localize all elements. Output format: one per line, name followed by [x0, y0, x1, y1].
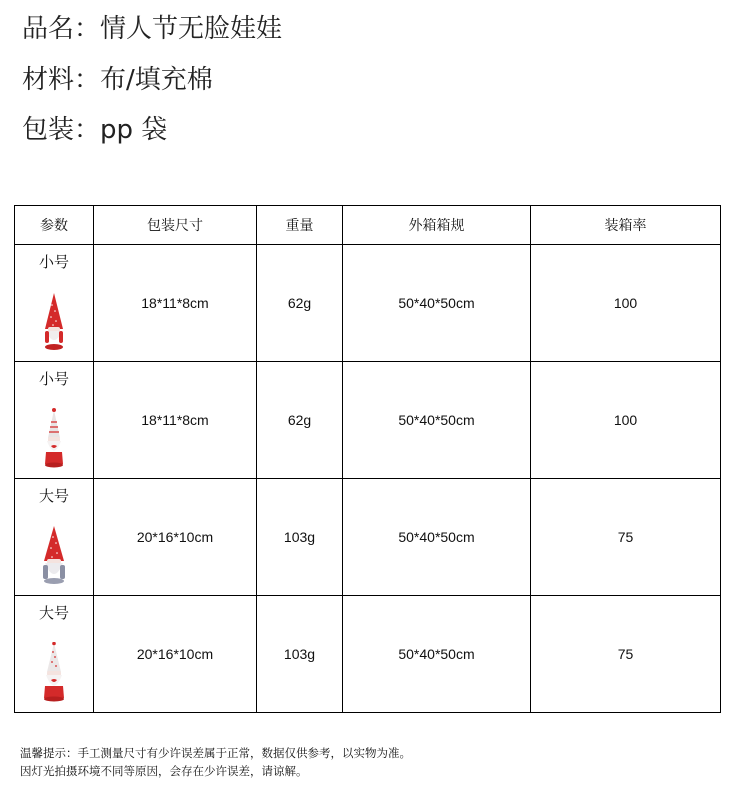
- gnome-white-large-image: [40, 642, 68, 702]
- table-header-row: [15, 206, 721, 245]
- qty-cell: 75: [531, 479, 721, 596]
- material-value: 布/填充棉: [100, 65, 213, 95]
- spec-table: [14, 205, 721, 713]
- weight-cell: 103g: [257, 596, 343, 713]
- weight-cell: 62g: [257, 362, 343, 479]
- header-package-size: 包装尺寸: [94, 206, 257, 245]
- carton-cell: 50*40*50cm: [343, 596, 531, 713]
- size-cell: [15, 596, 94, 713]
- product-name-label: 品名：: [22, 14, 101, 44]
- table-row: [15, 362, 721, 479]
- carton-cell: 50*40*50cm: [343, 479, 531, 596]
- product-name-line: [22, 14, 282, 44]
- header-packing-qty: 装箱率: [531, 206, 721, 245]
- header-weight: 重量: [257, 206, 343, 245]
- size-cell: [15, 362, 94, 479]
- dimensions-cell: 20*16*10cm: [94, 479, 257, 596]
- size-label: 大号: [38, 488, 69, 505]
- header-params: 参数: [15, 206, 94, 245]
- packaging-label: 包装：: [22, 115, 101, 145]
- note-line-1: 温馨提示：手工测量尺寸有少许误差属于正常，数据仅供参考，以实物为准。: [20, 746, 411, 760]
- size-label: 小号: [38, 254, 69, 271]
- table-row: [15, 245, 721, 362]
- qty-cell: 75: [531, 596, 721, 713]
- packaging-line: [22, 115, 167, 145]
- material-line: [22, 65, 213, 95]
- dimensions-cell: 20*16*10cm: [94, 596, 257, 713]
- product-name-value: 情人节无脸娃娃: [100, 14, 283, 44]
- header-carton-spec: 外箱箱规: [343, 206, 531, 245]
- weight-cell: 62g: [257, 245, 343, 362]
- note-line-2: 因灯光拍摄环境不同等原因，会存在少许误差，请谅解。: [20, 764, 308, 778]
- table-row: [15, 596, 721, 713]
- qty-cell: 100: [531, 245, 721, 362]
- carton-cell: 50*40*50cm: [343, 362, 531, 479]
- carton-cell: 50*40*50cm: [343, 245, 531, 362]
- dimensions-cell: 18*11*8cm: [94, 362, 257, 479]
- size-cell: [15, 479, 94, 596]
- dimensions-cell: 18*11*8cm: [94, 245, 257, 362]
- gnome-red-dotted-large-image: [40, 525, 68, 585]
- packaging-value: pp 袋: [100, 115, 168, 145]
- weight-cell: 103g: [257, 479, 343, 596]
- size-cell: [15, 245, 94, 362]
- table-row: [15, 479, 721, 596]
- size-label: 小号: [38, 371, 69, 388]
- size-label: 大号: [38, 605, 69, 622]
- material-label: 材料：: [22, 65, 101, 95]
- gnome-red-dotted-image: [40, 291, 68, 351]
- qty-cell: 100: [531, 362, 721, 479]
- gnome-white-image: [40, 408, 68, 468]
